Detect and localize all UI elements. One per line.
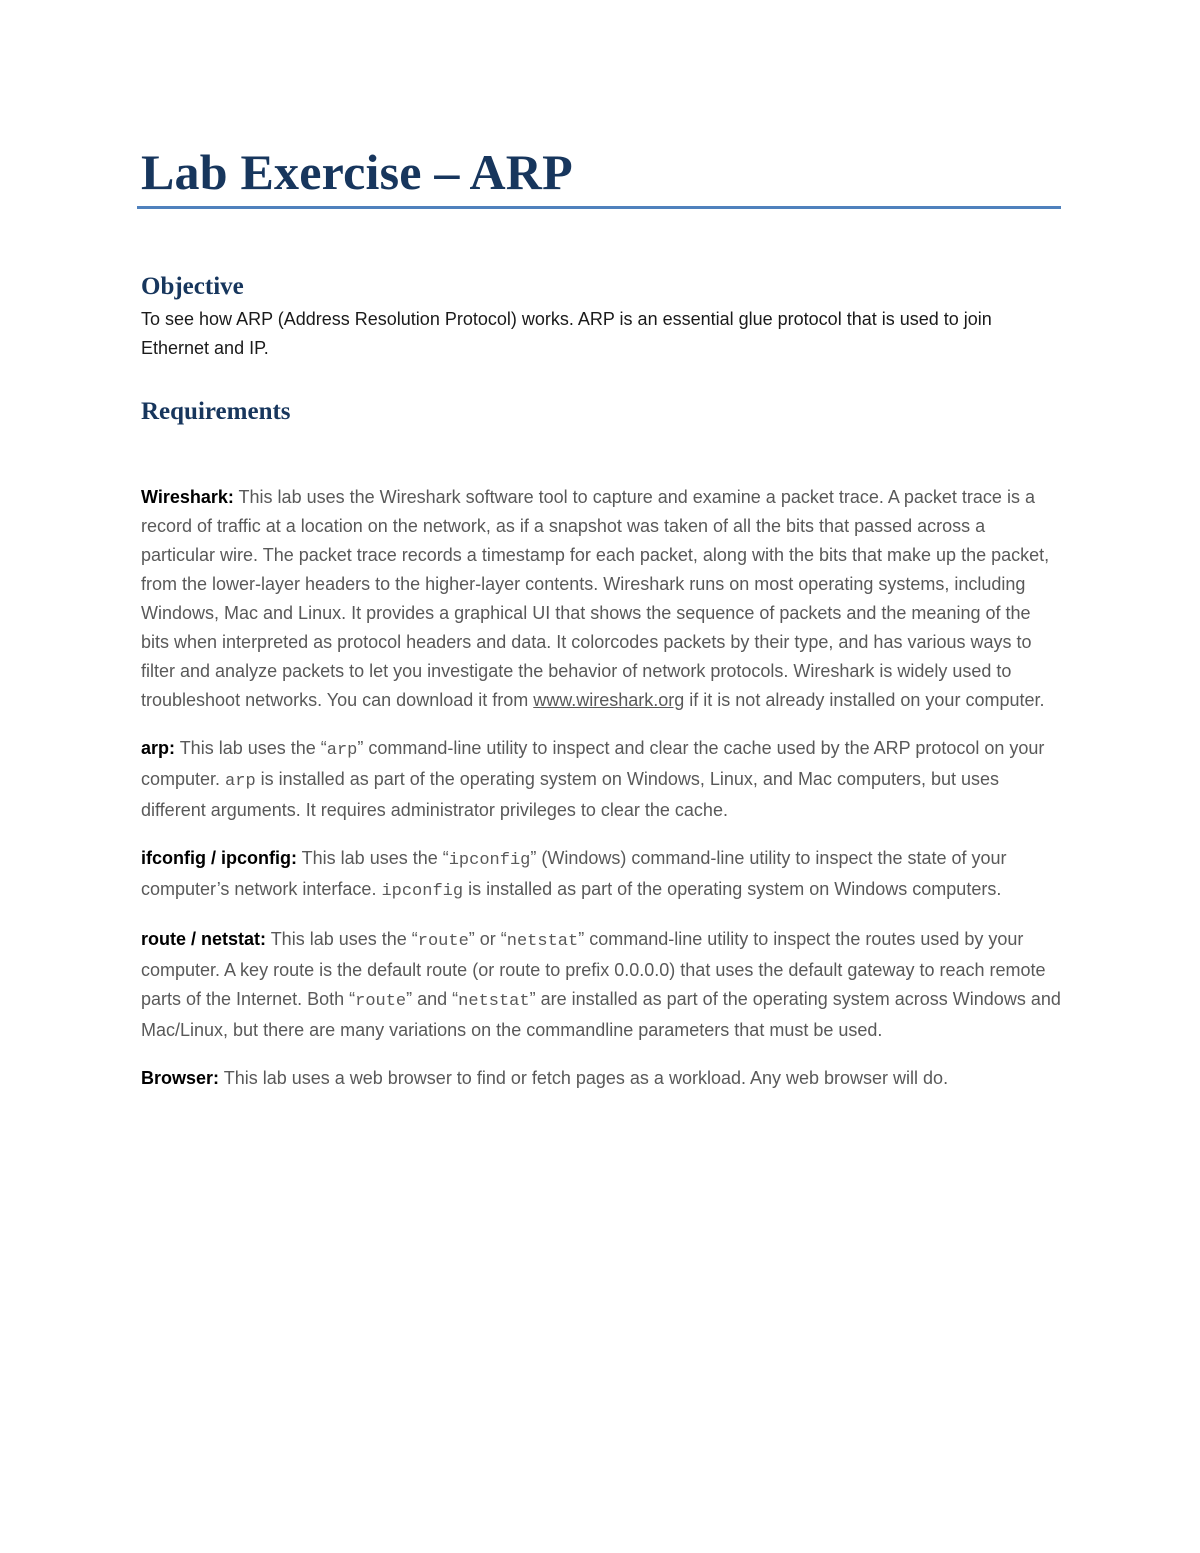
requirement-text: This lab uses the Wireshark software tool to capture and examine a packet trace. A packet trace is a record of traffic at a location on the network, as if a snapshot was taken of all the bits that passed across a particular wire. The packet trace records a timestamp for each packet, along with the bits that make up the packet, from the lower-layer headers to the higher-layer contents. Wireshark runs on most operating systems, including Windows, Mac and Linux. It provides a graphical UI that shows the sequence of packets and the meaning of the bits when interpreted as protocol headers and data. It colorcodes packets by their type, and has various ways to filter and analyze packets to let you investigate the behavior of network protocols. Wireshark is widely used to troubleshoot networks. You can download it from [141, 487, 1050, 710]
command-code: arp [225, 772, 256, 791]
requirement-term: Wireshark: [141, 487, 234, 507]
wireshark-link[interactable]: www.wireshark.org [533, 690, 685, 710]
requirement-text: This lab uses the “ [296, 848, 449, 868]
document-page [141, 140, 1061, 1093]
document-title: Lab Exercise – ARP [141, 144, 573, 200]
requirement-text: is installed as part of the operating system on Windows computers. [463, 879, 1002, 899]
requirements-heading: Requirements [141, 398, 291, 425]
requirement-text: This lab uses the “ [266, 929, 418, 949]
requirement-text: is installed as part of the operating system on Windows, Linux, and Mac computers, but uses different arguments. It requires administrator privileges to clear the cache. [141, 769, 1000, 820]
command-code: ipconfig [448, 851, 531, 870]
requirement-arp [141, 734, 1061, 825]
command-code: netstat [458, 992, 530, 1011]
requirement-term: route / netstat: [141, 929, 267, 949]
requirement-text: This lab uses a web browser to find or fetch pages as a workload. Any web browser will do. [219, 1068, 949, 1088]
requirement-browser [141, 1064, 1061, 1093]
command-code: arp [326, 741, 358, 760]
requirement-text: ” command-line utility to inspect and clear the cache used by the ARP protocol on your computer. [141, 738, 1045, 789]
requirement-route [141, 925, 1061, 1045]
requirement-text: ” (Windows) command-line utility to inspect the state of your computer’s network interface. [141, 848, 1007, 899]
requirement-text: ” command-line utility to inspect the routes used by your computer. A key route is the default route (or route to prefix 0.0.0.0) that uses the default gateway to reach remote parts of the Internet. Both “ [141, 929, 1046, 1009]
requirement-text: ” are installed as part of the operating system across Windows and Mac/Linux, but there are many variations on the commandline parameters that must be used. [141, 989, 1061, 1040]
command-code: route [355, 992, 407, 1011]
command-code: ipconfig [381, 882, 464, 901]
requirement-text: if it is not already installed on your computer. [684, 690, 1045, 710]
command-code: netstat [506, 932, 579, 951]
objective-heading: Objective [141, 273, 244, 300]
requirement-ipconfig [141, 844, 1061, 906]
objective-text: To see how ARP (Address Resolution Protocol) works. ARP is an essential glue protocol that is used to join Ethernet and IP. [141, 309, 992, 358]
title-underline [137, 206, 1061, 209]
requirement-wireshark [141, 483, 1061, 715]
requirement-text: This lab uses the “ [175, 738, 327, 758]
requirement-text: ” and “ [406, 989, 459, 1009]
requirement-term: Browser: [141, 1068, 220, 1088]
requirement-text: ” or “ [468, 929, 507, 949]
requirement-term: ifconfig / ipconfig: [141, 848, 297, 868]
requirement-term: arp: [141, 738, 176, 758]
command-code: route [417, 932, 469, 951]
